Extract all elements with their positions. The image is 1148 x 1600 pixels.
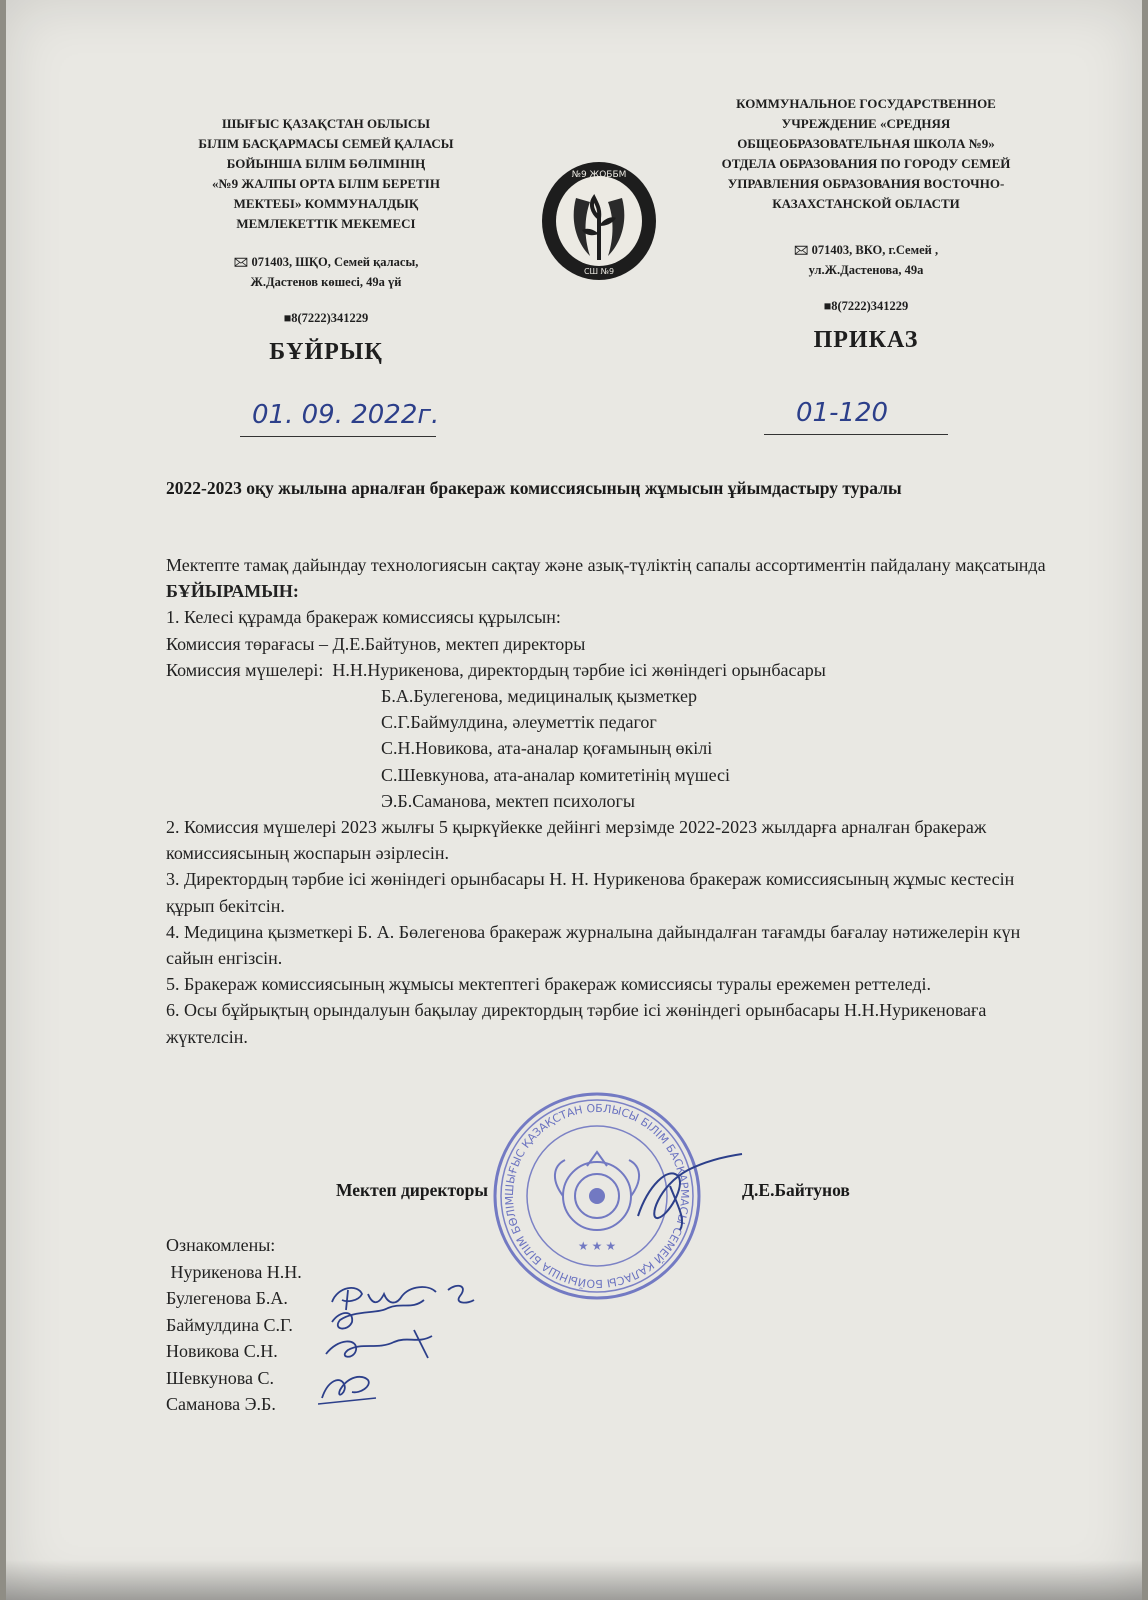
handwritten-date: 01. 09. 2022г.	[252, 400, 440, 430]
mail-icon: 🖂	[233, 255, 252, 269]
order-word-right: ПРИКАЗ	[813, 327, 919, 353]
ack-label: Ознакомлены:	[166, 1235, 276, 1255]
member-line: Б.А.Булегенова, медициналық қызметкер	[381, 686, 697, 707]
header-right	[681, 94, 1051, 353]
address: 🖂 071403, ШҚО, Семей қаласы, Ж.Дастенов көшесі, 49а үй	[233, 255, 419, 289]
org-line: «№9 ЖАЛПЫ ОРТА БІЛІМ БЕРЕТІН	[212, 176, 440, 191]
member-line: С.Шевкунова, ата-аналар комитетінің мүшесі	[381, 764, 731, 785]
director-signature	[618, 1146, 748, 1237]
member-line: Э.Б.Саманова, мектеп психологы	[381, 790, 636, 811]
svg-text:★ ★ ★: ★ ★ ★	[577, 1239, 617, 1253]
point-4: 4. Медицина қызметкері Б. А. Бөлегенова бракераж журналына дайындалған тағамды бағалау нәтижелерін күн сайын енгізсін.	[166, 921, 1021, 969]
school-logo	[540, 160, 658, 287]
member-line: С.Г.Баймулдина, әлеуметтік педагог	[381, 712, 657, 733]
members-first: Комиссия мүшелері: Н.Н.Нурикенова, директордың тәрбие ісі жөніндегі орынбасары	[166, 659, 826, 680]
ack-item: Новикова С.Н.	[166, 1341, 278, 1361]
document-page	[6, 0, 1142, 1600]
ack-item: Шевкунова С.	[166, 1367, 275, 1388]
mail-icon: 🖂	[793, 243, 812, 257]
org-line: БОЙЫНША БІЛІМ БӨЛІМІНІҢ	[226, 156, 426, 171]
intro-bold: БҰЙЫРАМЫН:	[166, 581, 299, 602]
org-line: ОБЩЕОБРАЗОВАТЕЛЬНАЯ ШКОЛА №9»	[737, 136, 995, 151]
header-left	[166, 114, 486, 365]
order-body	[166, 552, 1066, 1050]
phone: ■8(7222)341229	[823, 299, 909, 313]
org-line: УЧРЕЖДЕНИЕ «СРЕДНЯЯ	[781, 116, 951, 131]
order-title: 2022-2023 оқу жылына арналған бракераж комиссиясының жұмысын ұйымдастыру туралы	[166, 478, 902, 498]
org-line: ОТДЕЛА ОБРАЗОВАНИЯ ПО ГОРОДУ СЕМЕЙ	[721, 156, 1011, 171]
org-line: БІЛІМ БАСҚАРМАСЫ СЕМЕЙ ҚАЛАСЫ	[198, 136, 454, 151]
acknowledgement-list	[166, 1232, 302, 1418]
org-line: МЕКТЕБІ» КОММУНАЛДЫҚ	[233, 196, 419, 211]
order-word-left: БҰЙРЫҚ	[269, 339, 383, 365]
phone: ■8(7222)341229	[283, 311, 369, 325]
ack-item: Нурикенова Н.Н.	[166, 1261, 302, 1282]
address: 🖂 071403, ВКО, г.Семей , ул.Ж.Дастенова, 49а	[793, 243, 939, 277]
member-line: С.Н.Новикова, ата-аналар қоғамының өкілі	[381, 738, 713, 759]
ack-item: Баймулдина С.Г.	[166, 1314, 293, 1335]
logo-bottom-text: СШ №9	[583, 267, 615, 276]
handwritten-number: 01-120	[796, 398, 889, 428]
phone-icon: ■	[823, 299, 832, 313]
ack-item: Саманова Э.Б.	[166, 1394, 276, 1414]
point-1: 1. Келесі құрамда бракераж комиссиясы құрылсын:	[166, 607, 561, 628]
point-5: 5. Бракераж комиссиясының жұмысы мектептегі бракераж комиссиясы туралы ережемен реттеледі.	[166, 974, 931, 995]
point-3: 3. Директордың тәрбие ісі жөніндегі орынбасары Н. Н. Нурикенова бракераж комиссиясының жұмыс кестесін құрып бекітсін.	[166, 869, 1015, 916]
chair-line: Комиссия төрағасы – Д.Е.Байтунов, мектеп директоры	[166, 633, 586, 654]
org-line: МЕМЛЕКЕТТІК МЕКЕМЕСІ	[236, 216, 416, 231]
org-line: УПРАВЛЕНИЯ ОБРАЗОВАНИЯ ВОСТОЧНО-	[727, 176, 1005, 191]
director-name: Д.Е.Байтунов	[742, 1180, 850, 1200]
logo-top-text: №9 ЖОББМ	[571, 170, 627, 180]
org-line: КАЗАХСТАНСКОЙ ОБЛАСТИ	[772, 196, 960, 211]
org-line: КОММУНАЛЬНОЕ ГОСУДАРСТВЕННОЕ	[736, 96, 996, 111]
org-line: ШЫҒЫС ҚАЗАҚСТАН ОБЛЫСЫ	[221, 116, 431, 131]
stamp-ring-text: ШЫҒЫС ҚАЗАҚСТАН ОБЛЫСЫ БІЛІМ БАСҚАРМАСЫ СЕМЕЙ ҚАЛАСЫ БОЙЫНША БІЛІМ БӨЛІМ	[502, 1101, 692, 1291]
director-position: Мектеп директоры	[336, 1180, 488, 1200]
ack-signatures	[318, 1280, 498, 1420]
point-6: 6. Осы бұйрықтың орындалуын бақылау директордың тәрбие ісі жөніндегі орынбасары Н.Н.Нурикеноваға жүктелсін.	[166, 1000, 987, 1047]
point-2: 2. Комиссия мүшелері 2023 жылғы 5 қыркүйекке дейінгі мерзімде 2022-2023 жылдарға арналған бракераж комиссиясының жоспарын әзірлесін.	[166, 817, 987, 864]
phone-icon: ■	[283, 311, 292, 325]
ack-item: Булегенова Б.А.	[166, 1288, 288, 1308]
intro-paragraph: Мектепте тамақ дайындау технологиясын сақтау және азық-түліктің сапалы ассортиментін пайдалану мақсатында БҰЙЫРАМЫН:	[166, 555, 1046, 602]
